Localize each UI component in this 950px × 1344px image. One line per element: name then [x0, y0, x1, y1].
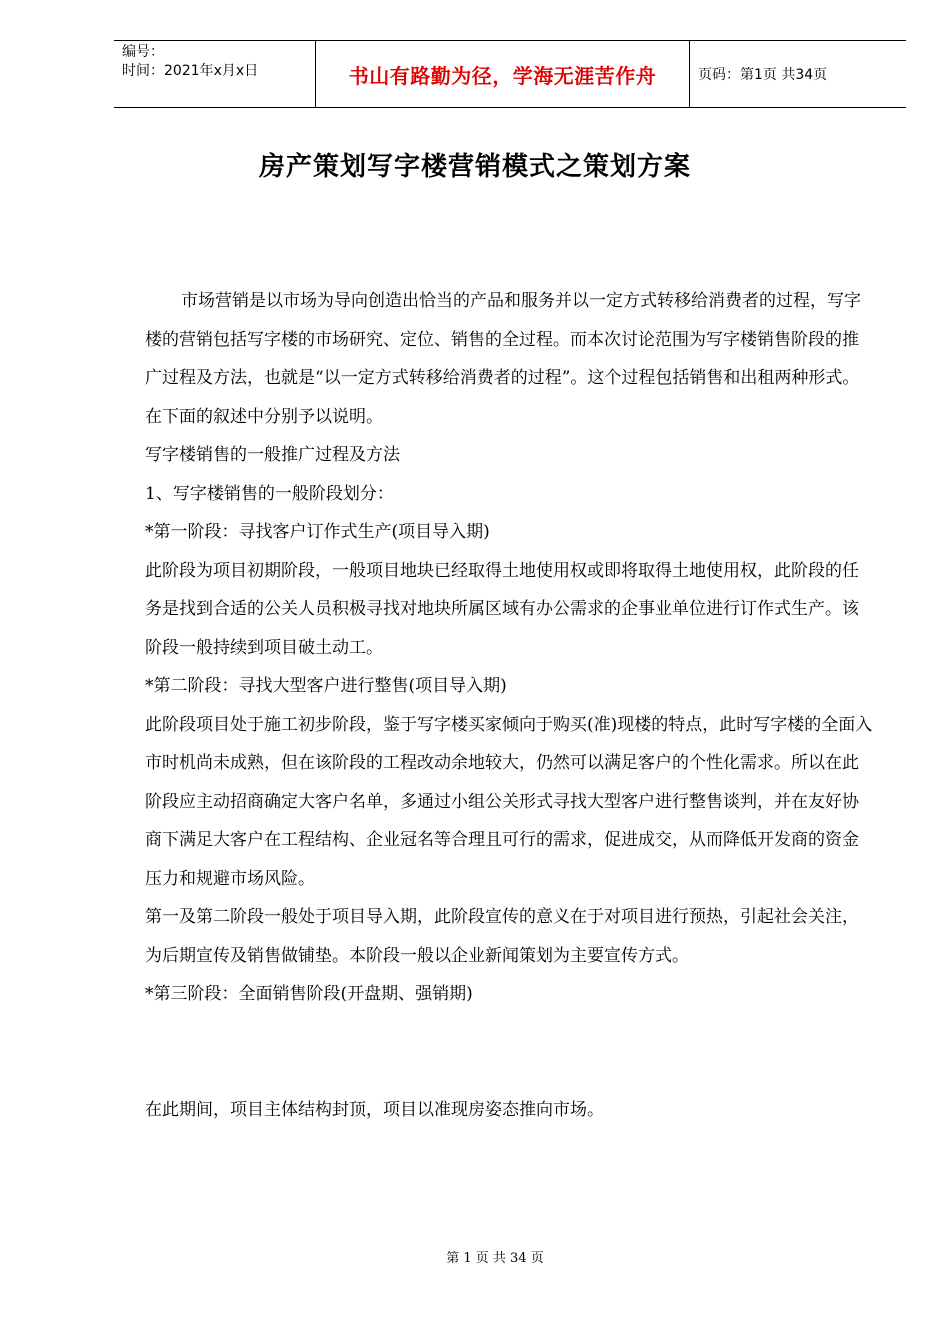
stage-one-heading: *第一阶段：寻找客户订作式生产(项目导入期) — [145, 522, 490, 542]
stage-two-heading: *第二阶段：寻找大型客户进行整售(项目导入期) — [145, 676, 507, 696]
document-title: 房产策划写字楼营销模式之策划方案 — [258, 152, 691, 182]
header-page-cell — [690, 41, 906, 107]
header-info-cell — [114, 41, 316, 107]
header-motto: 书山有路勤为径，学海无涯苦作舟 — [348, 63, 657, 88]
stage-two-paragraph: 此阶段项目处于施工初步阶段，鉴于写字楼买家倾向于购买(准)现楼的特点，此时写字楼的全面入市时机尚未成熟，但在该阶段的工程改动余地较大，仍然可以满足客户的个性化需求。所以在此阶段应主动招商确定大客户名单，多通过小组公关形式寻找大型客户进行整售谈判，并在友好协商下满足大客户在工程结构、企业冠名等合理且可行的需求，促进成交，从而降低开发商的资金压力和规避市场风险。 — [145, 714, 873, 889]
stage-one-paragraph: 此阶段为项目初期阶段，一般项目地块已经取得土地使用权或即将取得土地使用权，此阶段的任务是找到合适的公关人员积极寻找对地块所属区域有办公需求的企事业单位进行订作式生产。该阶段一般持续到项目破土动工。 — [145, 560, 859, 658]
stage-three-heading: *第三阶段：全面销售阶段(开盘期、强销期) — [145, 984, 473, 1004]
blank-space — [145, 1014, 875, 1091]
stage-three-paragraph: 在此期间，项目主体结构封顶，项目以准现房姿态推向市场。 — [145, 1099, 604, 1120]
subsection-heading: 1、写字楼销售的一般阶段划分： — [145, 483, 394, 504]
body-paragraph-intro: 市场营销是以市场为导向创造出恰当的产品和服务并以一定方式转移给消费者的过程，写字楼的营销包括写字楼的市场研究、定位、销售的全过程。而本次讨论范围为写字楼销售阶段的推广过程及方法，也就是“以一定方式转移给消费者的过程”。这个过程包括销售和出租两种形式。在下面的叙述中分别予以说明。 — [145, 291, 861, 427]
header-table — [114, 40, 906, 108]
header-page-info: 页码：第1页 共34页 — [698, 67, 828, 83]
stages-summary-paragraph: 第一及第二阶段一般处于项目导入期，此阶段宣传的意义在于对项目进行预热，引起社会关注，为后期宣传及销售做铺垫。本阶段一般以企业新闻策划为主要宣传方式。 — [145, 907, 859, 966]
document-body — [145, 282, 875, 1129]
document-time-label: 时间：2021年x月x日 — [122, 63, 259, 79]
header-motto-cell — [316, 41, 690, 107]
section-heading: 写字楼销售的一般推广过程及方法 — [145, 445, 400, 465]
page-footer: 第 1 页 共 34 页 — [446, 1251, 544, 1266]
document-number-label: 编号： — [122, 44, 164, 60]
